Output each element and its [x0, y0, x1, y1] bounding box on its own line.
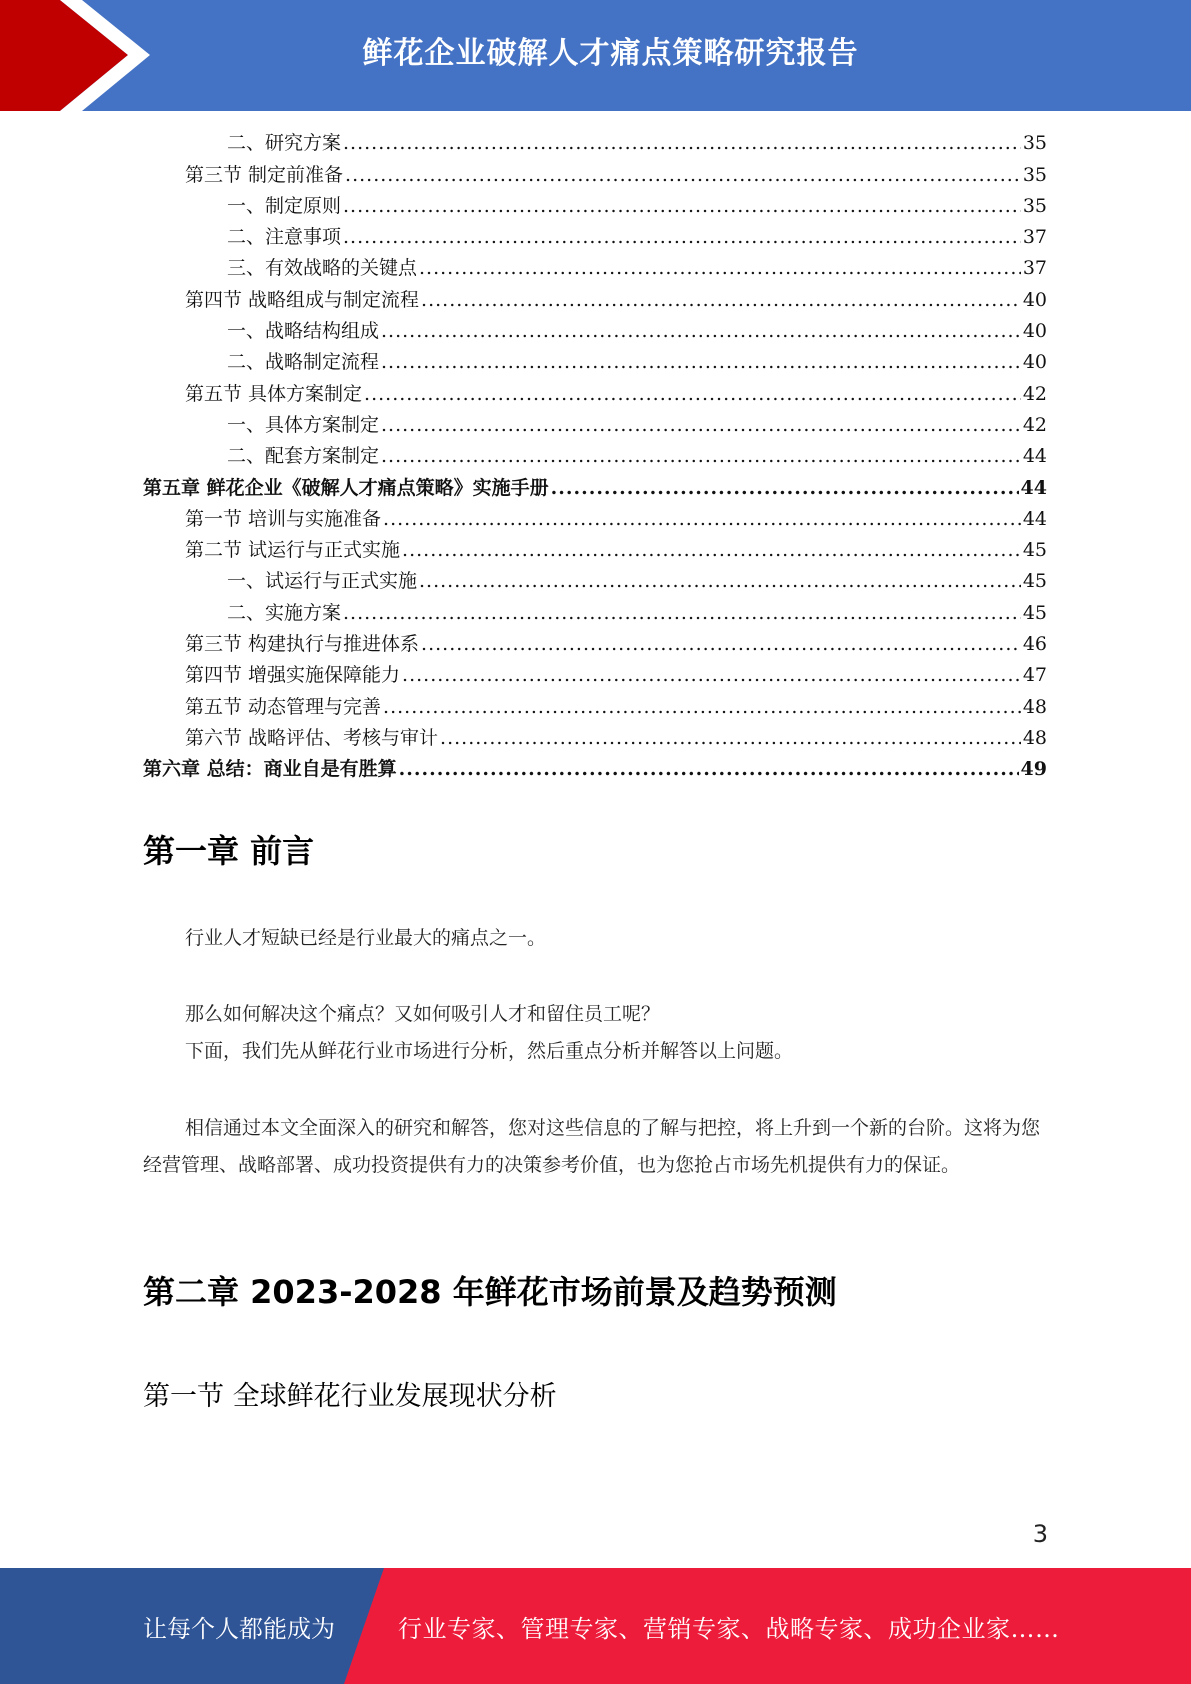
toc-entry-page: 48 [1022, 726, 1047, 749]
toc-entry[interactable] [143, 316, 1047, 347]
toc-entry-title: 第五节 具体方案制定 [185, 382, 363, 405]
header-title: 鲜花企业破解人才痛点策略研究报告 [362, 36, 859, 71]
toc-entry[interactable] [143, 597, 1047, 628]
page-header [0, 0, 1191, 111]
toc-entry[interactable] [143, 191, 1047, 222]
toc-entry-title: 二、战略制定流程 [227, 351, 380, 374]
toc-entry-title: 三、有效战略的关键点 [227, 257, 418, 280]
toc-entry-title: 一、试运行与正式实施 [227, 570, 418, 593]
toc-leader-dots [343, 598, 1021, 629]
footer-slogan-left: 让每个人都能成为 [143, 1614, 335, 1643]
toc-entry-page: 42 [1022, 382, 1047, 405]
page-footer [0, 1568, 1191, 1684]
toc-leader-dots [381, 347, 1021, 378]
toc-entry-page: 37 [1022, 226, 1047, 249]
chapter-1-heading: 第一章 前言 [143, 832, 315, 870]
paragraph: 那么如何解决这个痛点？又如何吸引人才和留住员工呢？ [185, 1003, 661, 1025]
toc-entry-title: 第五章 鲜花企业《破解人才痛点策略》实施手册 [143, 476, 549, 499]
toc-leader-dots [419, 253, 1021, 284]
toc-entry-page: 47 [1022, 664, 1047, 687]
toc-leader-dots [343, 128, 1021, 159]
toc-entry-page: 48 [1022, 695, 1047, 718]
toc-leader-dots [381, 410, 1021, 441]
toc-entry[interactable] [143, 754, 1047, 785]
toc-leader-dots [421, 629, 1021, 660]
toc-leader-dots [402, 535, 1021, 566]
toc-entry-title: 第一节 培训与实施准备 [185, 507, 382, 530]
toc-leader-dots [381, 316, 1021, 347]
toc-leader-dots [419, 566, 1021, 597]
toc-entry-title: 一、具体方案制定 [227, 413, 380, 436]
toc-entry-page: 42 [1022, 413, 1047, 436]
toc-entry-page: 37 [1022, 257, 1047, 280]
paragraph: 相信通过本文全面深入的研究和解答，您对这些信息的了解与把控，将上升到一个新的台阶。这将为您经营管理、战略部署、成功投资提供有力的决策参考价值，也为您抢占市场先机提供有力的保证。 [143, 1117, 1041, 1176]
page-number: 3 [1032, 1520, 1048, 1548]
toc-entry-page: 45 [1022, 539, 1047, 562]
toc-entry[interactable] [143, 159, 1047, 190]
toc-entry-page: 35 [1022, 194, 1047, 217]
toc-entry-title: 一、制定原则 [227, 194, 342, 217]
toc-leader-dots [381, 441, 1021, 472]
toc-entry[interactable] [143, 660, 1047, 691]
toc-entry-page: 40 [1022, 288, 1047, 311]
toc-leader-dots [343, 222, 1021, 253]
toc-entry-page: 40 [1022, 351, 1047, 374]
toc-entry-title: 第三节 制定前准备 [185, 163, 344, 186]
toc-leader-dots [383, 692, 1021, 723]
toc-entry[interactable] [143, 629, 1047, 660]
toc-leader-dots [343, 191, 1021, 222]
toc-entry-title: 第六章 总结：商业自是有胜算 [143, 758, 397, 781]
toc-entry-page: 46 [1022, 633, 1047, 656]
toc-leader-dots [551, 473, 1019, 504]
toc-entry[interactable] [143, 347, 1047, 378]
toc-entry-title: 二、研究方案 [227, 132, 342, 155]
toc-entry[interactable] [143, 723, 1047, 754]
section-1-heading: 第一节 全球鲜花行业发展现状分析 [143, 1381, 557, 1412]
paragraph: 行业人才短缺已经是行业最大的痛点之一。 [185, 927, 547, 949]
toc-entry[interactable] [143, 222, 1047, 253]
toc-entry-page: 44 [1022, 445, 1047, 468]
chapter-2-heading: 第二章 2023-2028 年鲜花市场前景及趋势预测 [143, 1273, 837, 1311]
toc-entry-title: 第三节 构建执行与推进体系 [185, 633, 420, 656]
toc-entry-title: 一、战略结构组成 [227, 320, 380, 343]
toc-entry-page: 44 [1020, 476, 1047, 499]
toc-entry-page: 45 [1022, 601, 1047, 624]
toc-entry[interactable] [143, 535, 1047, 566]
toc-entry-title: 第四节 增强实施保障能力 [185, 664, 401, 687]
toc-leader-dots [440, 723, 1021, 754]
toc-entry-title: 二、注意事项 [227, 226, 342, 249]
toc-leader-dots [421, 285, 1021, 316]
toc-leader-dots [364, 379, 1021, 410]
toc-entry-page: 35 [1022, 163, 1047, 186]
toc-entry[interactable] [143, 378, 1047, 409]
toc-leader-dots [383, 504, 1021, 535]
toc-leader-dots [399, 754, 1019, 785]
toc-entry[interactable] [143, 504, 1047, 535]
toc-entry[interactable] [143, 441, 1047, 472]
toc-entry[interactable] [143, 691, 1047, 722]
toc-entry-title: 第二节 试运行与正式实施 [185, 539, 401, 562]
toc-entry-page: 44 [1022, 507, 1047, 530]
toc-entry[interactable] [143, 128, 1047, 159]
toc-entry-title: 第五节 动态管理与完善 [185, 695, 382, 718]
toc-entry-page: 45 [1022, 570, 1047, 593]
toc-leader-dots [345, 160, 1021, 191]
toc-entry-title: 二、配套方案制定 [227, 445, 380, 468]
toc-entry[interactable] [143, 566, 1047, 597]
toc-entry[interactable] [143, 472, 1047, 503]
paragraph: 下面，我们先从鲜花行业市场进行分析，然后重点分析并解答以上问题。 [185, 1040, 794, 1062]
toc-entry[interactable] [143, 410, 1047, 441]
toc-entry[interactable] [143, 253, 1047, 284]
toc-entry-title: 第四节 战略组成与制定流程 [185, 288, 420, 311]
toc-leader-dots [402, 660, 1021, 691]
toc-entry-page: 49 [1020, 758, 1047, 781]
toc-entry-title: 二、实施方案 [227, 601, 342, 624]
toc-entry-page: 35 [1022, 132, 1047, 155]
table-of-contents [143, 128, 1047, 785]
footer-slogan-right: 行业专家、管理专家、营销专家、战略专家、成功企业家…… [398, 1614, 1060, 1643]
toc-entry-title: 第六节 战略评估、考核与审计 [185, 726, 439, 749]
toc-entry[interactable] [143, 284, 1047, 315]
toc-entry-page: 40 [1022, 320, 1047, 343]
